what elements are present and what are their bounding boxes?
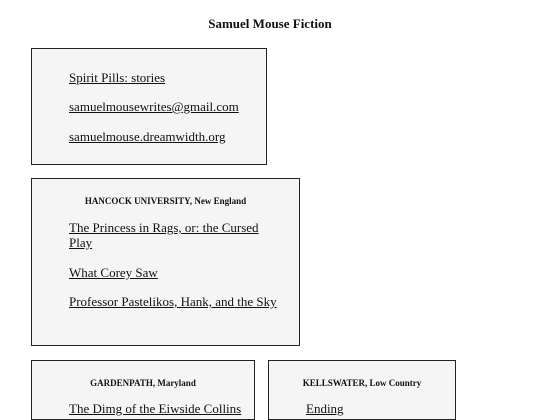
gardenpath-box bbox=[31, 360, 255, 420]
spirit-pills-link[interactable]: Spirit Pills: stories bbox=[69, 70, 166, 85]
princess-in-rags-link[interactable]: The Princess in Rags, or: the Cursed Play bbox=[69, 220, 259, 250]
hancock-university-box bbox=[31, 178, 300, 346]
email-link[interactable]: samuelmousewrites@gmail.com bbox=[69, 99, 239, 114]
page-title: Samuel Mouse Fiction bbox=[208, 16, 332, 31]
kellswater-heading: KELLSWATER, Low Country bbox=[302, 378, 422, 388]
kellswater-first-link[interactable]: Ending bbox=[306, 401, 344, 416]
contact-box bbox=[31, 48, 267, 165]
hancock-heading: HANCOCK UNIVERSITY, New England bbox=[84, 196, 247, 206]
dreamwidth-link[interactable]: samuelmouse.dreamwidth.org bbox=[69, 129, 226, 144]
gardenpath-heading: GARDENPATH, Maryland bbox=[90, 378, 196, 388]
gardenpath-first-link[interactable]: The Dimg of the Eiwside Collins bbox=[69, 401, 242, 416]
kellswater-box bbox=[268, 360, 456, 420]
what-corey-saw-link[interactable]: What Corey Saw bbox=[69, 265, 158, 280]
professor-pastelikos-link[interactable]: Professor Pastelikos, Hank, and the Sky bbox=[69, 294, 277, 309]
